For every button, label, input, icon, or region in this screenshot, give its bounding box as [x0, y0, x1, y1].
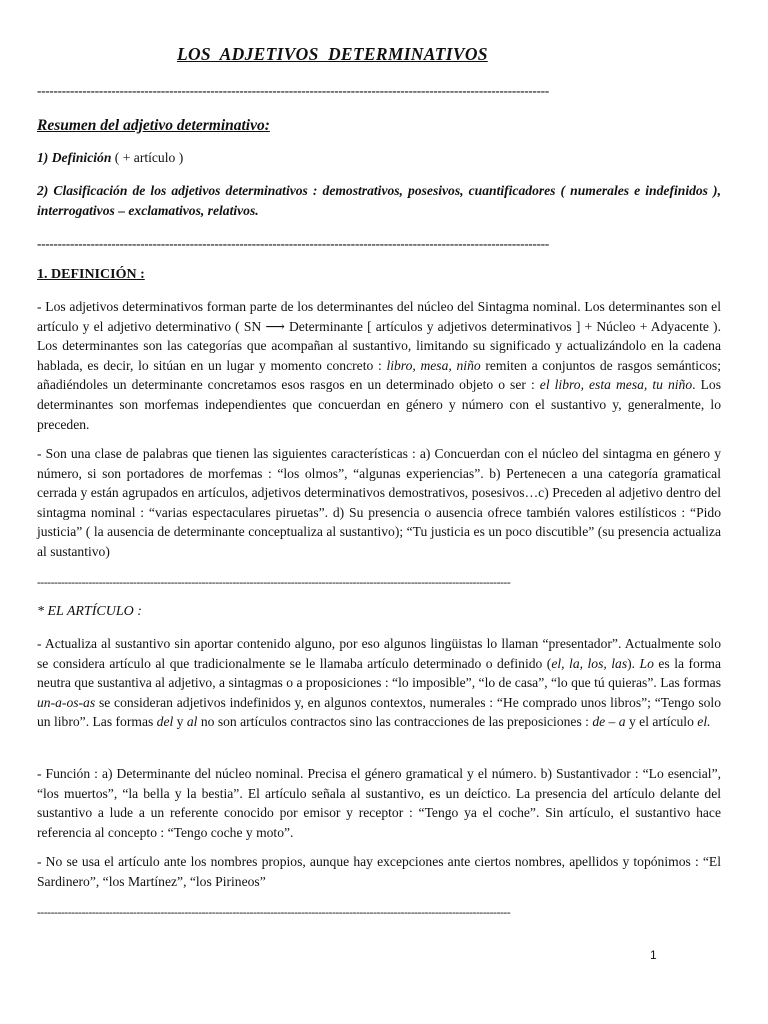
summary-item-2: 2) Clasificación de los adjetivos determinativos : demostrativos, posesivos, cuantificadores ( numerales e indefinidos ), interrogativos – exclamativos, relativos. — [37, 183, 721, 218]
text-run: y — [173, 714, 187, 730]
summary-heading: Resumen del adjetivo determinativo: — [37, 117, 270, 134]
page-number: 1 — [650, 948, 657, 962]
italic-run: el libro, esta mesa, tu niño — [539, 377, 693, 393]
document-title: LOS ADJETIVOS DETERMINATIVOS — [177, 44, 488, 64]
italic-run: de – a — [592, 714, 626, 730]
section-title-definicion-text: 1. DEFINICIÓN — [37, 267, 137, 282]
articulo-paragraph-3: - No se usa el artículo ante los nombres propios, aunque hay excepciones ante ciertos nombres, apellidos y topónimos : “El Sardinero”, “los Martínez”, “los Pirineos” — [37, 854, 721, 889]
italic-run: del — [156, 714, 174, 730]
italic-run: el. — [697, 714, 711, 730]
text-run: remiten a conjuntos de rasgos semánticos; añadiéndoles un determinante concretamos esos rasgos en un determinado objeto o ser : — [37, 357, 721, 393]
text-run: - Los adjetivos determinativos forman parte de los determinantes del núcleo del Sintagma nominal. Los determinantes son el artículo y el adjetivo determinativo ( SN ⟶ Determinante [ artículos y adjetivos determinativos ] + Núcleo + Adyacente ). Los determinantes son las categorías que acompañan al sustantivo, limitando su significado y actualizándolo en la cadena hablada, es decir, lo sitúan en un lugar y momento concreto : — [37, 299, 721, 373]
definicion-paragraph-2: - Son una clase de palabras que tienen las siguientes características : a) Concuerdan con el núcleo del sintagma en género y número, si son portadores de morfemas : “los olmos”, “algunas experiencias”. b) Pertenecen a una categoría gramatical cerrada y están agrupados en artículos, adjetivos determinativos demostrativos, posesivos…c) Preceden al adjetivo dentro del sintagma nominal : “varias espectaculares piruetas”. d) Su presencia o ausencia ofrece también valores estilísticos : “Pido justicia” ( la ausencia de determinante conceptualiza al sustantivo); “Tu justicia es un poco discutible” (su presencia actualiza al sustantivo) — [37, 446, 721, 559]
italic-run: al — [186, 714, 198, 730]
summary-item-1-label: 1) Definición — [37, 150, 112, 165]
definicion-paragraph-1 — [37, 297, 721, 434]
summary-item-1-text: ( + artículo ) — [111, 150, 184, 165]
italic-run: un-a-os-as — [37, 694, 96, 710]
italic-run: Lo — [639, 655, 654, 671]
text-run: es la forma neutra que sustantiva al adjetivo, a sintagmas o a proposiciones : “lo imposible”, “lo de casa”, “lo que tú quieras”. Las formas — [37, 655, 721, 691]
articulo-paragraph-1 — [37, 634, 721, 732]
text-run: - Actualiza al sustantivo sin aportar contenido alguno, por eso algunos lingüistas lo llaman “presentador”. Actualmente solo se considera artículo al que tradicionalmente se le llamaba artículo determinado o definido ( — [37, 636, 721, 671]
section-title-definicion — [37, 267, 145, 283]
section-title-colon: : — [136, 267, 145, 282]
separator-rule: ---------------------------------------------------------------------------------------------------------------------------- — [37, 237, 550, 251]
text-run: . Los determinantes son morfemas independientes que concuerdan en género y número con el sustantivo y, generalmente, lo preceden. — [37, 377, 721, 432]
separator-rule: ------------------------------------------------------------------------------------------------------------------------------------------ — [37, 577, 511, 589]
text-run: se consideran adjetivos indefinidos y, en algunos contextos, numerales : “He comprado unos libros”; “Tengo solo un libro”. Las formas — [37, 694, 721, 730]
text-run: ). — [627, 655, 640, 671]
italic-run: el, la, los, las — [551, 655, 628, 671]
italic-run: libro, mesa, niño — [386, 357, 481, 373]
separator-rule: ---------------------------------------------------------------------------------------------------------------------------- — [37, 84, 550, 98]
summary-item-1 — [37, 150, 183, 166]
separator-rule: ------------------------------------------------------------------------------------------------------------------------------------------ — [37, 907, 511, 919]
text-run: y el artículo — [625, 714, 698, 730]
section-title-articulo: * EL ARTÍCULO : — [37, 604, 142, 619]
articulo-paragraph-2: - Función : a) Determinante del núcleo nominal. Precisa el género gramatical y el número. b) Sustantivador : “Lo esencial”, “los muertos”, “la bella y la bestia”. El artículo señala al sustantivo, es un deíctico. La presencia del artículo delante del sustantivo a lude a un referente conocido por emisor y receptor : “Tengo ya el coche”. Sin artículo, el sustantivo hace referencia al concepto : “Tengo coche y moto”. — [37, 766, 721, 840]
text-run: no son artículos contractos sino las contracciones de las preposiciones : — [197, 714, 593, 730]
